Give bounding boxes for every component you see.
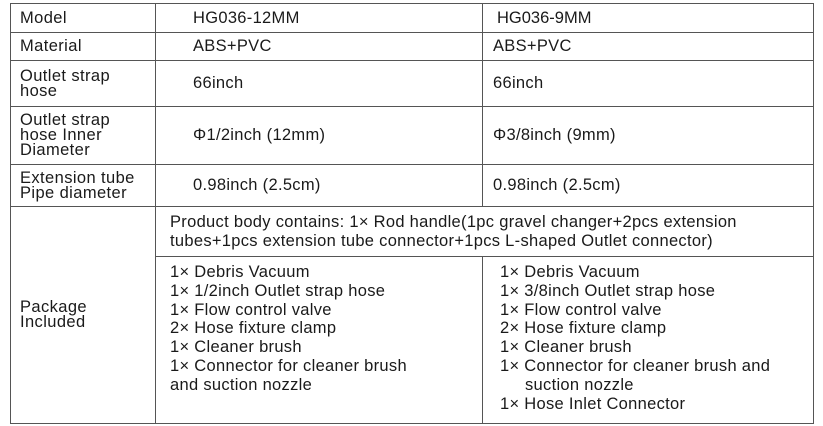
package-contains bbox=[156, 207, 814, 257]
label-ext-line-1: Extension tube bbox=[20, 168, 135, 187]
row-extension bbox=[11, 165, 814, 207]
list-item: 1× Debris Vacuum bbox=[170, 263, 310, 281]
label-package bbox=[11, 207, 156, 424]
label-hose-line-2: hose bbox=[20, 81, 58, 100]
inner-diameter-value-2: Φ3/8inch (9mm) bbox=[483, 107, 814, 165]
row-model bbox=[11, 4, 814, 33]
hose-value-1: 66inch bbox=[156, 61, 483, 107]
label-package-line-2: Included bbox=[20, 313, 86, 331]
model-value-1: HG036-12MM bbox=[156, 4, 483, 33]
list-item: 1× Cleaner brush bbox=[500, 338, 632, 357]
label-inner-line-3: Diameter bbox=[20, 141, 91, 159]
extension-value-1: 0.98inch (2.5cm) bbox=[156, 165, 483, 207]
list-item: 1× Debris Vacuum bbox=[500, 263, 640, 281]
row-material bbox=[11, 33, 814, 61]
row-package-contains bbox=[11, 207, 814, 257]
list-item: 1× 1/2inch Outlet strap hose bbox=[170, 281, 386, 300]
spec-table bbox=[10, 3, 814, 424]
list-item: 2× Hose fixture clamp bbox=[500, 319, 667, 338]
label-ext-line-2: Pipe diameter bbox=[20, 183, 128, 202]
label-material: Material bbox=[11, 33, 156, 61]
list-item: 2× Hose fixture clamp bbox=[170, 319, 337, 338]
label-inner-line-2: hose Inner bbox=[20, 126, 102, 144]
material-value-2: ABS+PVC bbox=[483, 33, 814, 61]
label-package-line-1: Package bbox=[20, 298, 88, 316]
label-model: Model bbox=[11, 4, 156, 33]
list-item: suction nozzle bbox=[525, 375, 634, 394]
extension-value-2: 0.98inch (2.5cm) bbox=[483, 165, 814, 207]
package-list-12mm bbox=[156, 257, 483, 424]
model-value-2: HG036-9MM bbox=[497, 8, 592, 27]
contains-line-1: Product body contains: 1× Rod handle(1pc gravel changer+2pcs extension bbox=[170, 213, 737, 231]
row-inner-diameter bbox=[11, 107, 814, 165]
contains-line-2: tubes+1pcs extension tube connector+1pcs L-shaped Outlet connector) bbox=[170, 232, 713, 250]
label-inner-diameter bbox=[11, 107, 156, 165]
package-list-9mm bbox=[483, 257, 814, 424]
list-item: 1× Connector for cleaner brush bbox=[170, 356, 407, 375]
label-hose bbox=[11, 61, 156, 107]
list-item: 1× Connector for cleaner brush and bbox=[500, 356, 771, 375]
material-value-1: ABS+PVC bbox=[156, 33, 483, 61]
hose-value-2: 66inch bbox=[483, 61, 814, 107]
inner-diameter-value-1: Φ1/2inch (12mm) bbox=[156, 107, 483, 165]
label-extension bbox=[11, 165, 156, 207]
list-item: 1× Flow control valve bbox=[500, 300, 662, 319]
list-item: 1× Hose Inlet Connector bbox=[500, 394, 686, 413]
list-item: 1× Flow control valve bbox=[170, 300, 332, 319]
label-inner-line-1: Outlet strap bbox=[20, 111, 111, 129]
label-hose-line-1: Outlet strap bbox=[20, 66, 111, 85]
list-item: 1× Cleaner brush bbox=[170, 338, 302, 357]
row-hose bbox=[11, 61, 814, 107]
list-item: 1× 3/8inch Outlet strap hose bbox=[500, 281, 716, 300]
list-item: and suction nozzle bbox=[170, 375, 313, 394]
